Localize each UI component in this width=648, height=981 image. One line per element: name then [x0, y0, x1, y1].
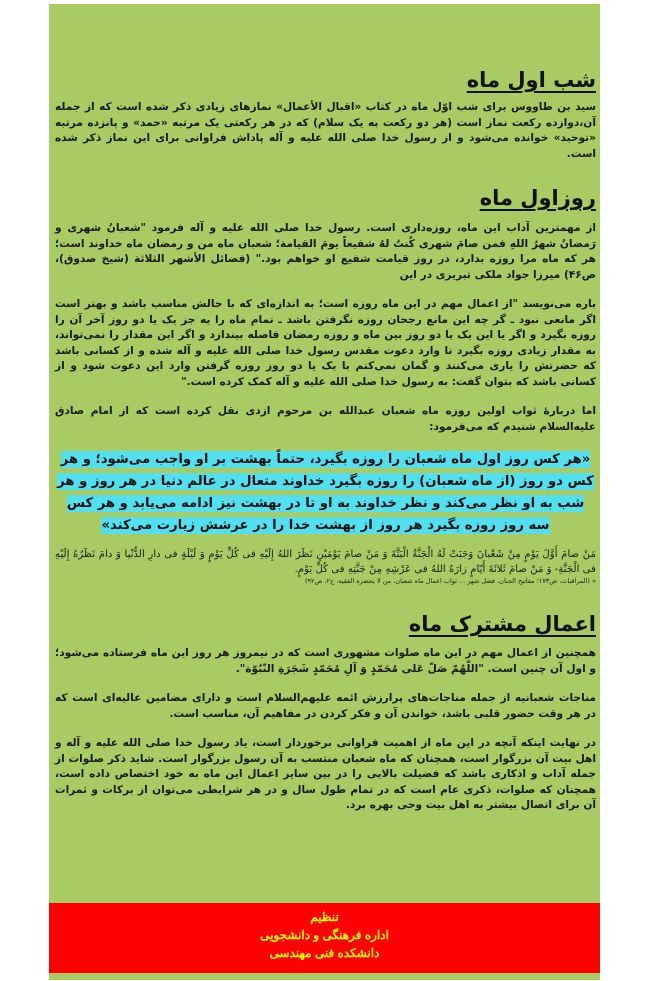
common-acts-paragraph-3: در نهایت اینکه آنچه در این ماه از اهمیت فراوانی برخوردار است، یاد رسول خدا صلی الله علیه و آله و اهل بیت آن بزرگوار است، همچنان که ماه شعبان منتسب به آن رسول بزرگوار است. شاید ذکر صلوات از جمله آداب و اذکاری باشد که فضیلت بالایی را در بین سایر اعمال این ماه به خود اختصاص داده است، همچنان که صلوات، ذکری عام است که در تمام طول سال و در هر شرایطی می‌توان از برکات و ثمرات آن برای اتصال بیشتر به اهل بیت وحی بهره برد. [55, 737, 596, 811]
first-day-paragraph-2: باره می‌نویسد "از اعمال مهم در این ماه روزه است؛ به اندازه‌ای که با حالش مناسب باشد و بهتر است اگر مانعی نبود ـ گر چه این مانع رجحان روزه نگرفتن باشد ـ تمام ماه را یه جز یک یا دو روز آخر آن را روزه بگیرد و اگر یا این یک یا دو روز بین ماه و روزه رمضان فاصله بیندازد و اگر این مقدار را نمی‌تواند، به مقدار زیادی روزه بگیرد تا وارد دعوت مقدس رسول خدا صلی الله علیه و آله شده و از کسانی باشد که حضرتش را یاری می‌کنند و گمان نمی‌کنم با یک یا دو روز روزه گرفتن وارد این دعوت شود و از کسانی باشد که بتوان گفت: به رسول خدا صلی الله علیه و آله کمک کرده است." [55, 298, 596, 388]
first-day-paragraph-1: از مهمترین آداب این ماه، روزه‌داری است. رسول خدا صلی الله علیه و آله فرمود "شعبانُ شهری و رَمضانُ شهرُ اللهِ فمن صامَ شهری کُنتُ لهُ شفیعاً یومَ القیامة؛ شعبان ماه من و رمضان ماه خداوند است؛ هر که ماه مرا روزه بدارد، در روز قیامت شفیع او خواهم بود." (فضائل الأشهر الثلاثة (شیخ صدوق)، ص۴۶) میرزا جواد ملکی تبریزی در این [55, 222, 596, 281]
hadith-highlight [55, 449, 596, 537]
hadith-text: «هر کس روز اول ماه شعبان را روزه بگیرد، حتماً بهشت بر او واجب می‌شود؛ و هر کس دو روز (از ماه شعبان) را روزه بگیرد خداوند متعال در عالم دنیا در هر روز و هر شب به او نظر می‌کند و نظر خداوند به او تا در بهشت نیز ادامه می‌یابد و هر کس سه روز روزه بگیرد هر روز از بهشت خدا را در عرشش زیارت می‌کند» [57, 452, 594, 533]
first-day-paragraph-3: اما دربارهٔ ثواب اولین روزه ماه شعبان عبدالله بن مرحوم ازدی نقل کرده است که از امام صادق علیه‌السلام شنیدم که می‌فرمود: [55, 405, 596, 433]
hadith-source: « (المراقبات، ص۱۷۳؛ مفاتیح الجنان، فضل شهر ... ثواب اعمال ماه شعبان، من لا یحضره الفقیه، ج۲، ص۹۲) [304, 577, 596, 585]
section-title-first-day: روزاول ماه [479, 186, 596, 210]
first-night-paragraph: سید بن طاووس برای شب اوّل ماه در کتاب «اقبال الأعمال» نمازهای زیادی ذکر شده است که از جمله آن،دوازده رکعت نماز است (هر دو رکعت به یک سلام) که در هر رکعتی یک مرتبه «حمد» و پانزده مرتبه «توحید» خوانده می‌شود و از رسول خدا صلی الله علیه و آله پاداش فراوانی برای این نماز ذکر شده است. [55, 101, 596, 160]
section-title-first-night: شب اول ماه [466, 68, 596, 92]
document-page [49, 4, 600, 980]
footer-banner [49, 903, 600, 973]
common-acts-paragraph-2: مناجات شعبانیه از جمله مناجات‌های پرارزش ائمه علیهم‌السلام است و دارای مضامین عالیه‌ای است که در هر وقت حضور قلبی باشد، خواندن آن و فکر کردن در مفاهیم آن، مناسب است. [55, 692, 596, 720]
arabic-hadith: مَنْ صامَ أَوَّلَ یَوْمٍ مِنْ شَعْبانَ وَجَبَتْ لَهُ الْجَنَّةُ الْبَتَّةَ وَ مَنْ صامَ یَوْمَیْنِ نَظَرَ اللهُ إِلَیْهِ فی کُلِّ یَوْمٍ وَ لَیْلَةٍ فی دارِ الدُّنْیا وَ دامَ نَظَرُهُ إِلَیْهِ فی الْجَنَّةِ- وَ مَنْ صامَ ثَلاثَةَ أَیّامٍ زارَهُ اللهُ فی عَرْشِهِ مِنْ جَنَّتِهِ فی کُلِّ یَوْمٍ. [55, 549, 596, 575]
footer-line-3: دانشکده فنی مهندسی [269, 946, 380, 960]
section-title-common-acts: اعمال مشترک ماه [408, 612, 596, 636]
document-content [49, 4, 600, 814]
footer-line-1: تنظیم [310, 910, 339, 924]
footer-line-2: اداره فرهنگی و دانشجویی [260, 928, 389, 942]
common-acts-paragraph-1: همچنین از اعمال مهم در این ماه صلوات مشهوری است که در نیمروز هر روز این ماه فرستاده می‌شود؛ و اول آن چنین است. "اللّهُمّ صَلّ عَلى مُحَمّدٍ وَ آلِ مُحَمّدٍ شَجَرَةِ النّبُوّة". [55, 647, 596, 675]
